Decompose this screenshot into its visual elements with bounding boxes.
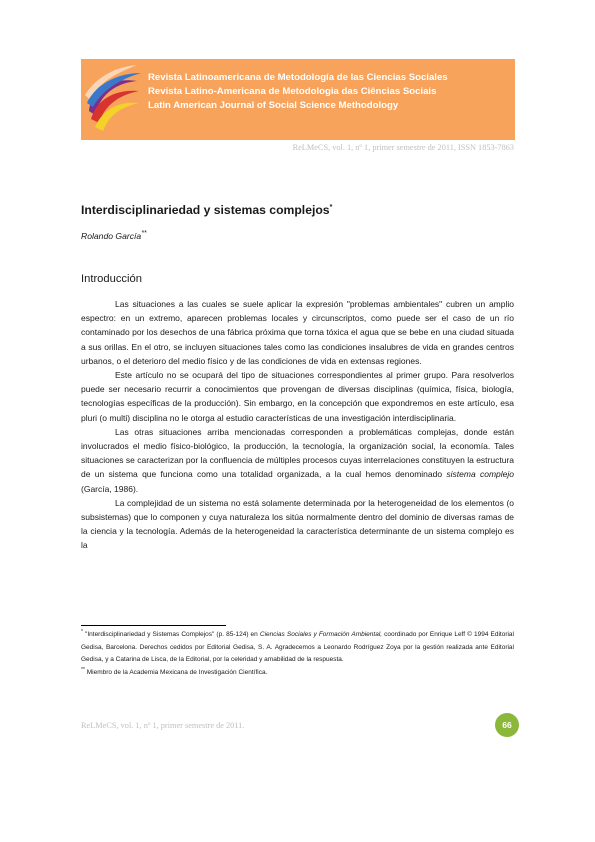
footnote-2-text: Miembro de la Academia Mexicana de Investigación Científica. [86,668,268,676]
footnote-2-mark: ** [81,666,85,673]
footnote-1-rest: coordinado por Enrique Leff © 1994 Editorial Gedisa, Barcelona. Derechos cedidos por Editorial Gedisa, S. A. Agradecemos a Leonardo Rodríguez Zoya por la gestión realizada ante Editorial Gedisa, y a Catarina de Lisca, de la Editorial, por la celeridad y amabilidad de la respuesta. [81,631,514,664]
footnote-1 [81,629,514,667]
article-title [81,203,332,217]
header-citation: ReLMeCS, vol. 1, nº 1, primer semestre de 2011, ISSN 1853-7863 [292,143,514,152]
author-footnote-mark: ** [141,230,147,238]
body-paragraph: Este artículo no se ocupará del tipo de situaciones correspondientes al primer grupo. Para resolverlos puede ser necesario recurrir a conocimientos que provengan de diversas disciplinas (química, física, biología, tecnologías específicas de la producción). Sin embargo, en la concepción que expondremos en este artículo, esa pluri (o multi) disciplina no le otorga al estudio características de una investigación interdisciplinaria. [81,370,514,423]
banner-titles [148,71,511,113]
banner-title-es: Revista Latinoamericana de Metodología de las Ciencias Sociales [148,72,448,83]
footnote-divider [81,625,226,626]
section-heading: Introducción [81,273,142,285]
footnotes [81,629,514,679]
body-paragraph-text: Las otras situaciones arriba mencionadas corresponden a problemáticas complejas, donde están involucrados el medio físico-biológico, la producción, la tecnología, la organización social, la economía. Tales situaciones se caracterizan por la confluencia de múltiples procesos cuyas interrelaciones constituyen la estructura de un sistema que funciona como una totalidad organizada, a la cual hemos denominado [81,426,514,480]
title-footnote-mark: * [329,203,333,211]
body-paragraph: La complejidad de un sistema no está solamente determinada por la heterogeneidad de los elementos (o subsistemas) que lo componen y cuya naturaleza los sitúa normalmente dentro del dominio de diversas ramas de la ciencia y la tecnología. Además de la heterogeneidad la característica determinante de un sistema complejo es la [81,497,514,551]
article-body [81,297,514,553]
page-number: 66 [502,720,512,730]
body-citation: (García, 1986). [81,483,139,494]
body-paragraph: Las situaciones a las cuales se suele aplicar la expresión "problemas ambientales" cubren un amplio espectro: en un extremo, aparecen problemas locales y circunscriptos, como puede ser el caso de un río contaminado por los desechos de una fábrica próxima que torna tóxica el agua que se bebe en una ciudad situada a sus orillas. En el otro, se incluyen situaciones tales como las condiciones insalubres de vida en grandes centros urbanos, o el deterioro del medio físico y de las condiciones de vida en extensas regiones. [81,299,514,366]
footer-citation: ReLMeCS, vol. 1, nº 1, primer semestre de 2011. [81,721,245,730]
footnote-1-mark: * [81,628,83,635]
footnote-2 [81,667,514,680]
swirl-logo-icon [81,59,145,140]
footnote-1-italic: Ciencias Sociales y Formación Ambiental, [259,631,383,638]
banner-title-en: Latin American Journal of Social Science Methodology [148,100,399,111]
body-italic-term: sistema complejo [446,469,514,480]
page-number-badge [495,713,519,737]
article-title-text: Interdisciplinariedad y sistemas complejos [81,203,330,217]
banner-title-pt: Revista Latino-Americana de Metodologia das Ciências Sociais [148,86,437,97]
footnote-1-prefix: "Interdisciplinariedad y Sistemas Complejos" (p. 85-124) en [85,631,258,638]
article-author [81,231,147,241]
author-name: Rolando García [81,231,142,241]
journal-banner [81,59,515,140]
body-paragraph [81,425,514,496]
